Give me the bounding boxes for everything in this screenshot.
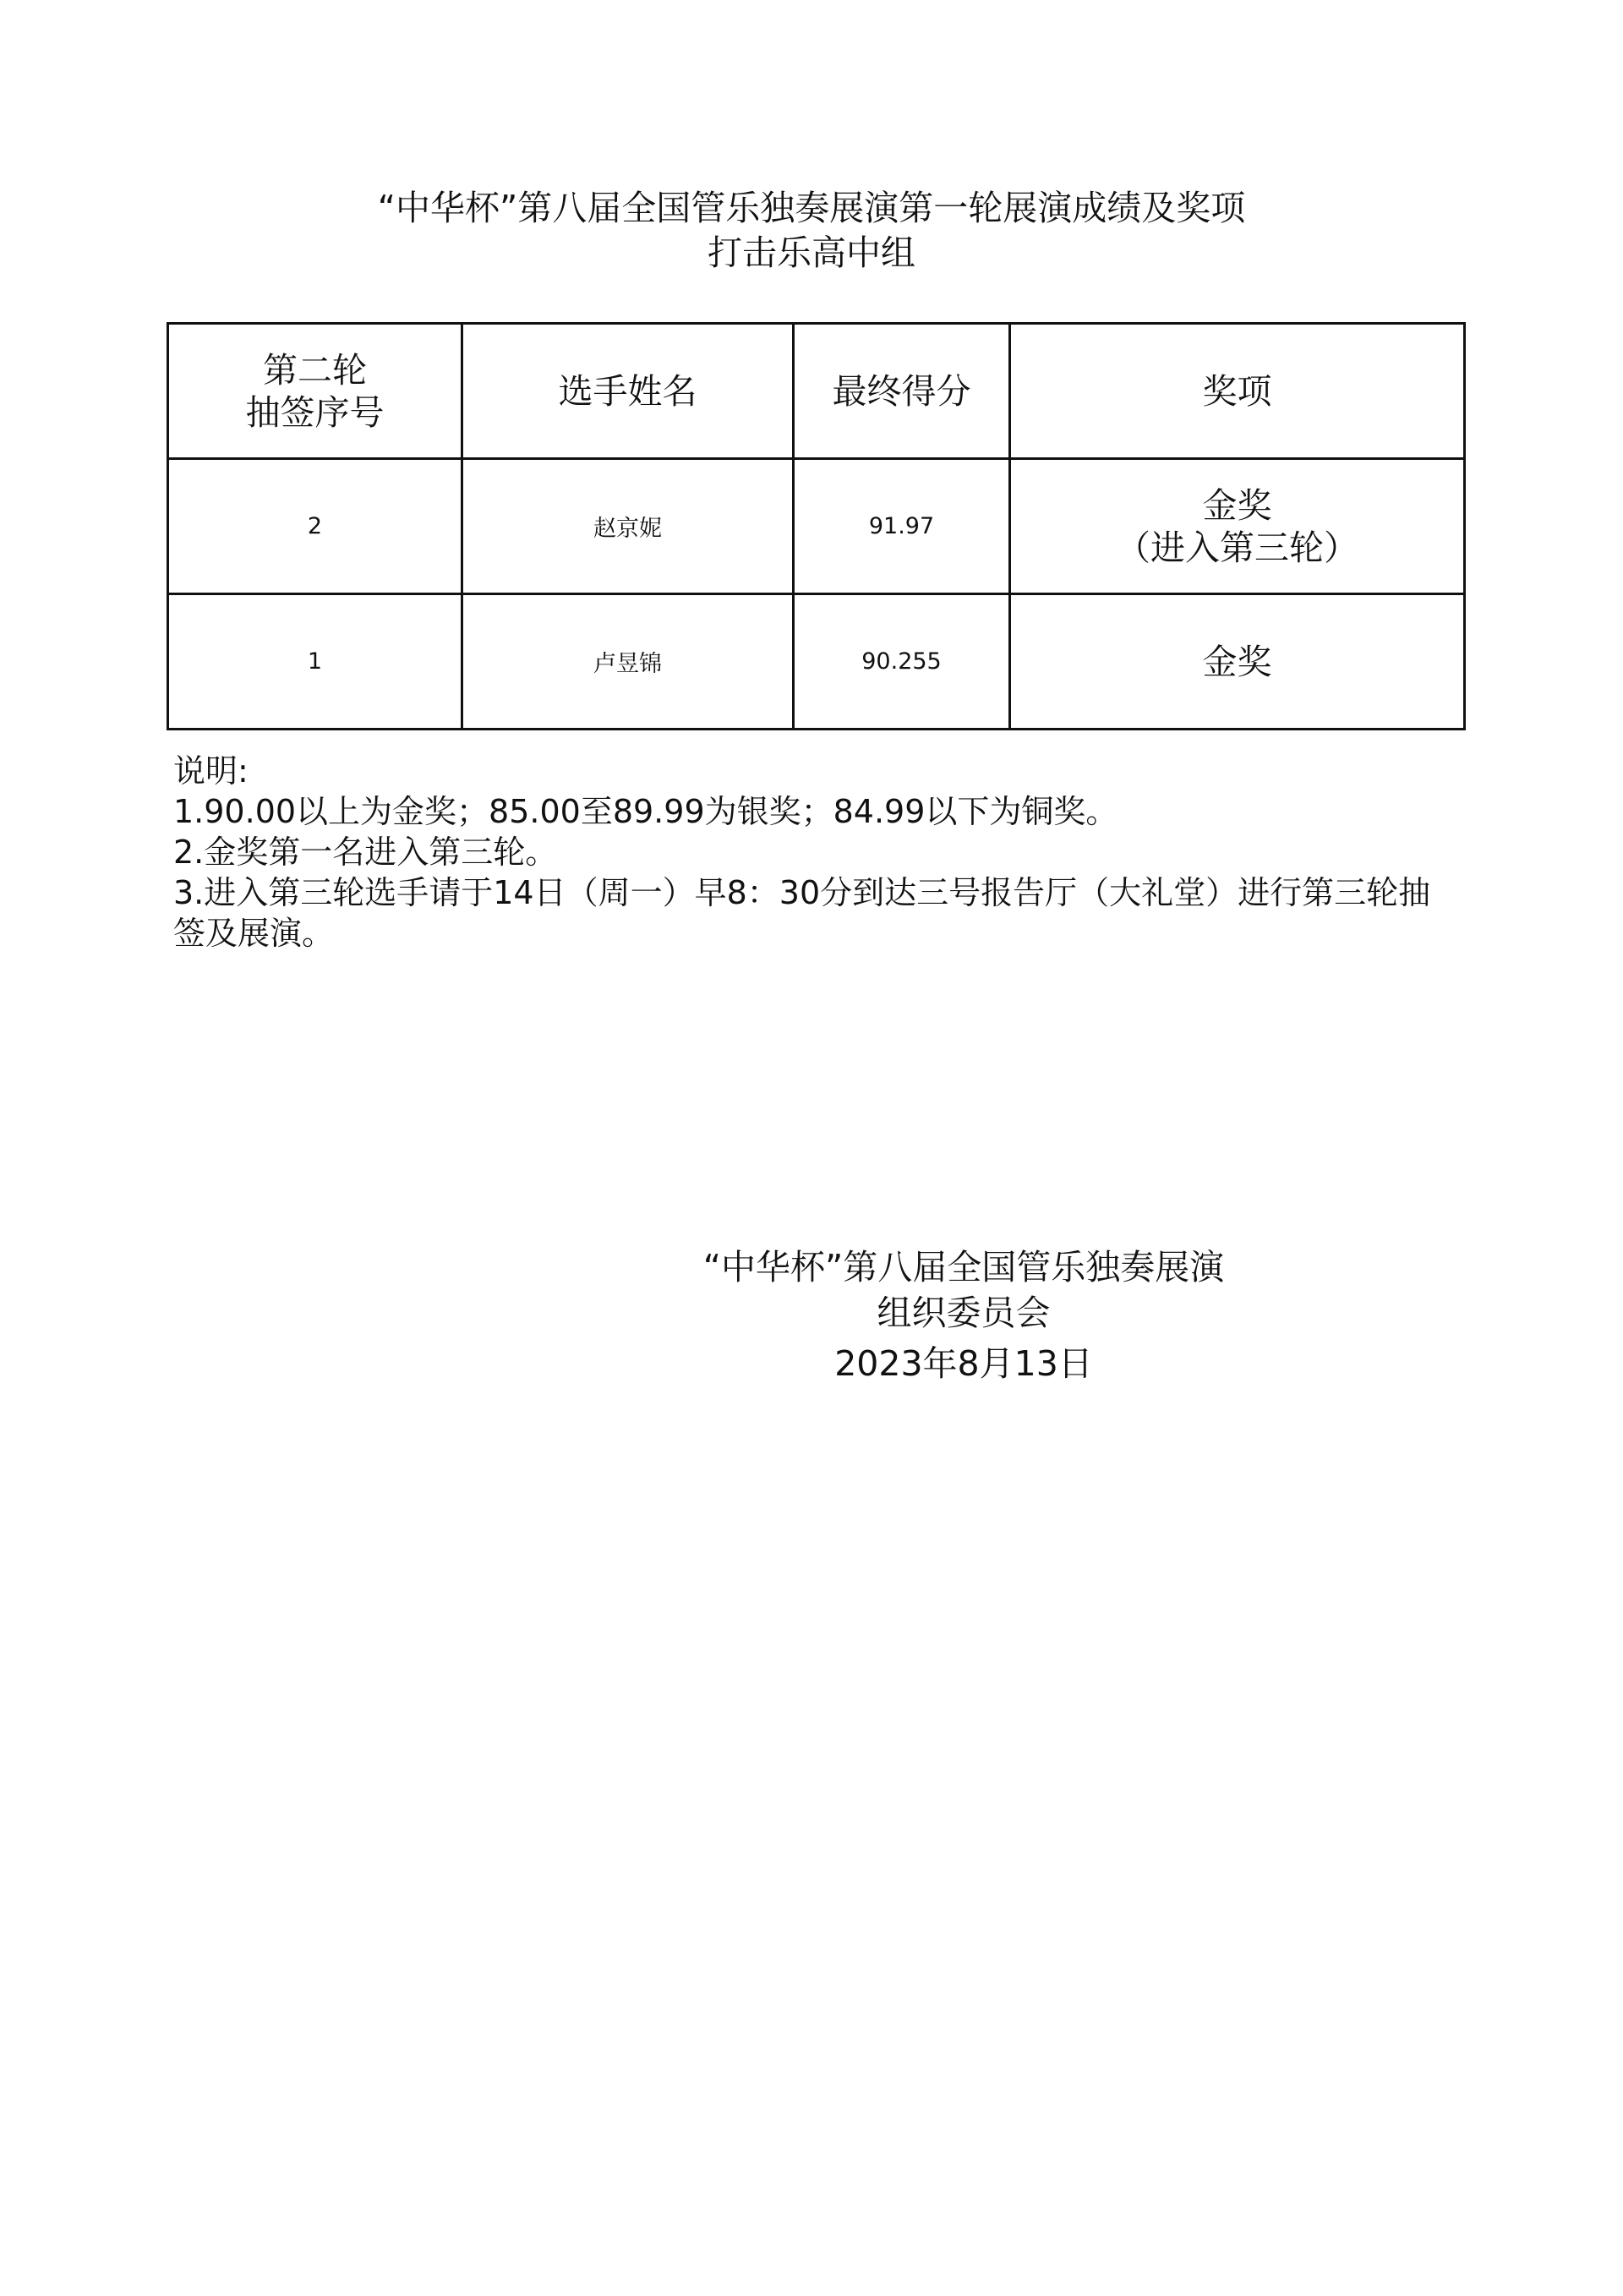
cell-name: 卢昱锦 <box>462 594 794 730</box>
column-header-score: 最终得分 <box>794 324 1010 459</box>
note-item: 2.金奖第一名进入第三轮。 <box>173 834 558 871</box>
note-item: 1.90.00以上为金奖；85.00至89.99为银奖；84.99以下为铜奖。 <box>173 793 1118 830</box>
cell-name: 赵京妮 <box>462 459 794 594</box>
table-row <box>168 594 1465 730</box>
title-line-2: 打击乐高中组 <box>708 232 915 273</box>
notes-heading: 说明: <box>173 752 249 790</box>
cell-draw-number: 1 <box>168 594 462 730</box>
title-line-1: “中华杯”第八届全国管乐独奏展演第一轮展演成绩及奖项 <box>377 188 1246 228</box>
notes-section <box>173 751 1458 954</box>
results-table <box>167 322 1466 730</box>
note-item: 3.进入第三轮选手请于14日（周一）早8：30分到达三号报告厅（大礼堂）进行第三轮抽签及展演。 <box>173 874 1431 952</box>
document-title <box>0 186 1623 276</box>
column-header-draw-number: 第二轮 抽签序号 <box>168 324 462 459</box>
cell-award: 金奖 （进入第三轮） <box>1010 459 1465 594</box>
column-header-name: 选手姓名 <box>462 324 794 459</box>
cell-draw-number: 2 <box>168 459 462 594</box>
column-header-award: 奖项 <box>1010 324 1465 459</box>
signature-org-line-2: 组织委员会 <box>877 1293 1051 1333</box>
cell-award: 金奖 <box>1010 594 1465 730</box>
signature-date: 2023年8月13日 <box>834 1343 1093 1384</box>
cell-score: 91.97 <box>794 459 1010 594</box>
signature-org-line-1: “中华杯”第八届全国管乐独奏展演 <box>702 1247 1225 1287</box>
cell-score: 90.255 <box>794 594 1010 730</box>
table-row <box>168 459 1465 594</box>
table-header-row <box>168 324 1465 459</box>
